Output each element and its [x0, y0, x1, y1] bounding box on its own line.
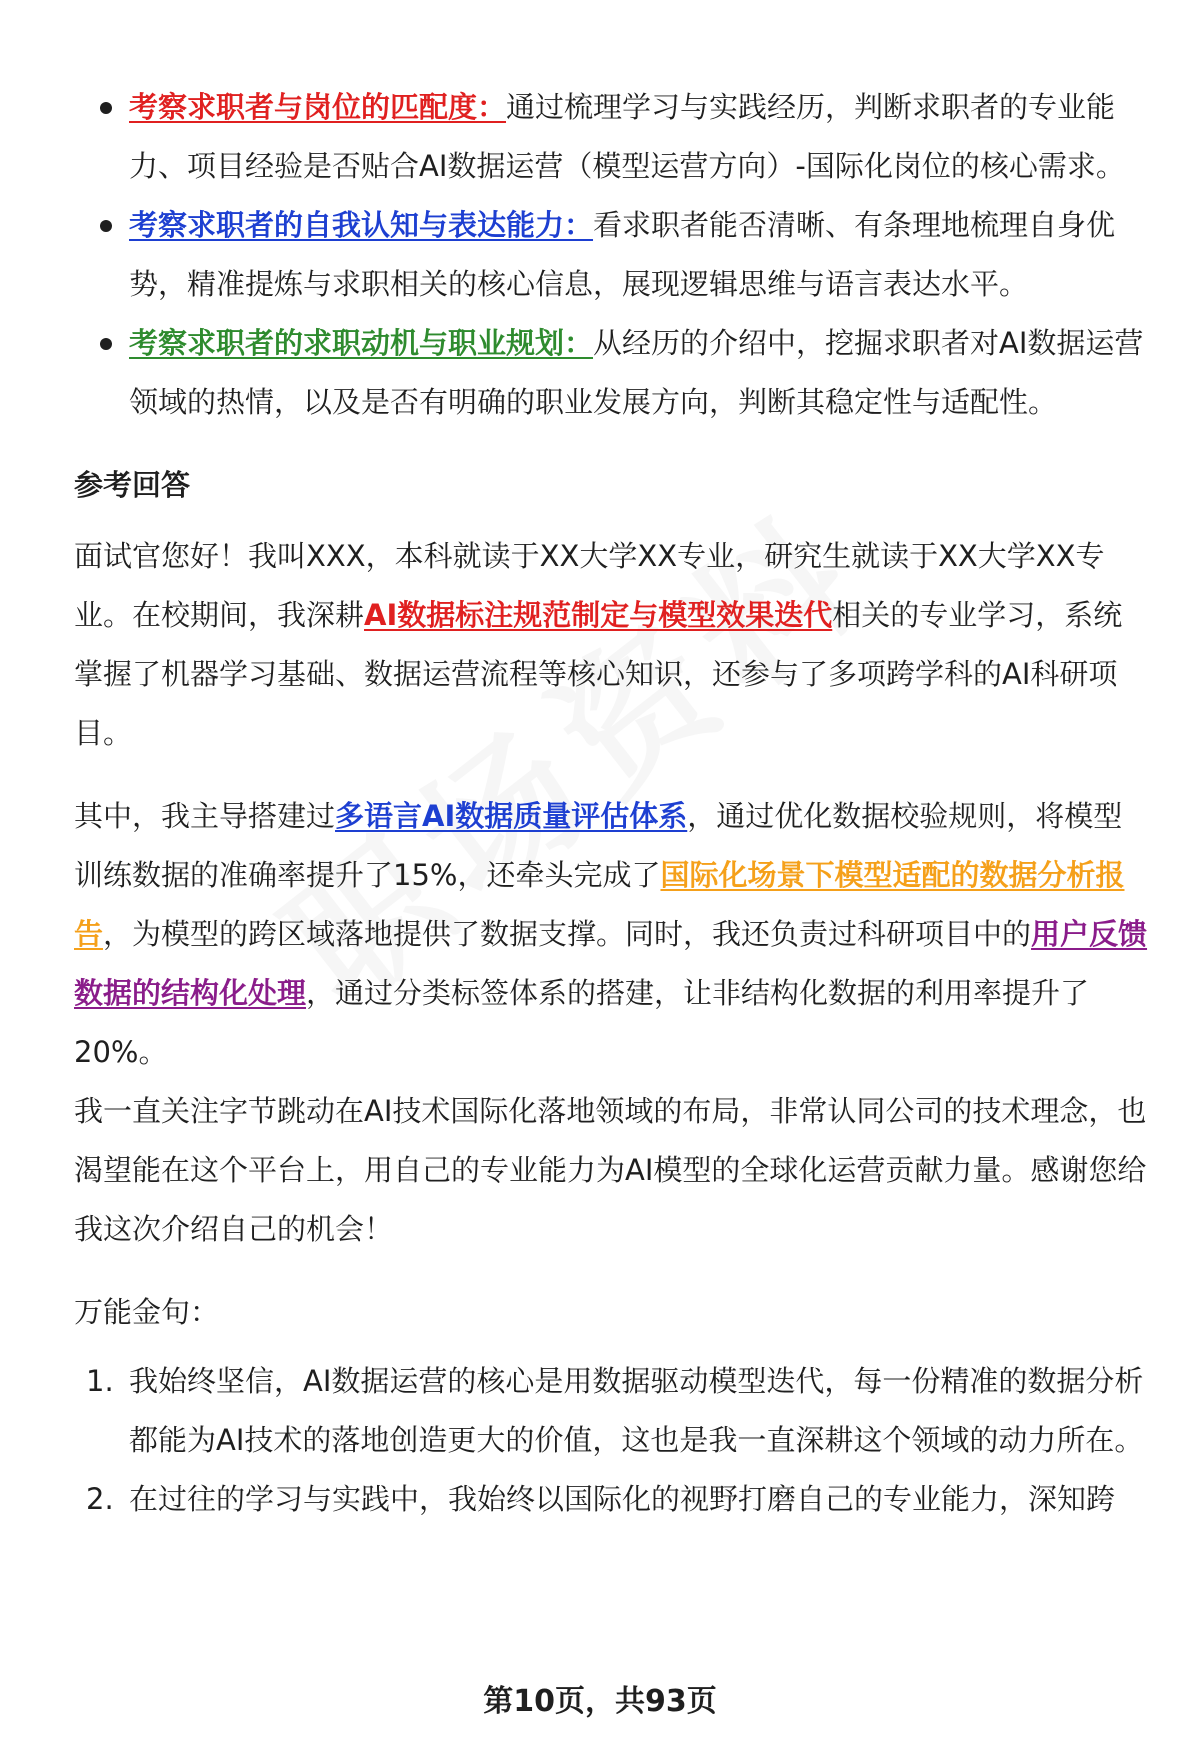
criteria-list: [74, 78, 1149, 432]
criteria-title: 考察求职者与岗位的匹配度：: [129, 90, 507, 124]
text-run: 面试官您好！我叫XXX，本科就读于XX大学XX专业，研究生就读于XX大学XX专业。在校期间，我深耕: [74, 539, 1105, 632]
highlight-phrase: 多语言AI数据质量评估体系: [335, 799, 688, 833]
criteria-text: 看求职者能否清晰、有条理地梳理自身优势，精准提炼与求职相关的核心信息，展现逻辑思维与语言表达水平。: [129, 208, 1116, 301]
answer-paragraph-1: [74, 527, 1149, 763]
text-run: ，通过优化数据校验规则，将模型训练数据的准确率提升了15%，还牵头完成了: [74, 799, 1123, 892]
saying-number: 1.: [86, 1364, 114, 1398]
answer-paragraph-2: [74, 787, 1149, 1082]
text-run: 相关的专业学习，系统掌握了机器学习基础、数据运营流程等核心知识，还参与了多项跨学科的AI科研项目。: [74, 598, 1123, 750]
highlight-phrase: 国际化场景下模型适配的数据分析报告: [74, 858, 1125, 951]
criteria-title: 考察求职者的求职动机与职业规划：: [129, 326, 594, 360]
bullet-icon: [100, 338, 112, 350]
saying-number: 2.: [86, 1482, 114, 1516]
page-number: 第10页，共93页: [483, 1684, 717, 1719]
criteria-text: 从经历的介绍中，挖掘求职者对AI数据运营领域的热情，以及是否有明确的职业发展方向，判断其稳定性与适配性。: [129, 326, 1144, 419]
criteria-item: [74, 78, 1149, 196]
bullet-icon: [100, 102, 112, 114]
answer-heading: 参考回答: [74, 468, 191, 502]
criteria-item: [74, 196, 1149, 314]
text-run: ，为模型的跨区域落地提供了数据支撑。同时，我还负责过科研项目中的: [103, 917, 1032, 951]
sayings-list: [74, 1352, 1149, 1529]
highlight-phrase: 用户反馈数据的结构化处理: [74, 917, 1148, 1010]
saying-item: [74, 1470, 1149, 1529]
saying-text: 我始终坚信，AI数据运营的核心是用数据驱动模型迭代，每一份精准的数据分析都能为AI技术的落地创造更大的价值，这也是我一直深耕这个领域的动力所在。: [129, 1364, 1144, 1457]
text-run: ，通过分类标签体系的搭建，让非结构化数据的利用率提升了20%。: [74, 976, 1090, 1069]
sayings-label: 万能金句：: [74, 1295, 220, 1329]
criteria-text: 通过梳理学习与实践经历，判断求职者的专业能力、项目经验是否贴合AI数据运营（模型运营方向）-国际化岗位的核心需求。: [129, 90, 1125, 183]
text-run: 其中，我主导搭建过: [74, 799, 336, 833]
criteria-item: [74, 314, 1149, 432]
saying-item: [74, 1352, 1149, 1470]
content: [74, 78, 1149, 1529]
highlight-phrase: AI数据标注规范制定与模型效果迭代: [364, 598, 833, 632]
criteria-title: 考察求职者的自我认知与表达能力：: [129, 208, 594, 242]
bullet-icon: [100, 220, 112, 232]
saying-text: 在过往的学习与实践中，我始终以国际化的视野打磨自己的专业能力，深知跨: [129, 1482, 1116, 1516]
answer-paragraph-3: 我一直关注字节跳动在AI技术国际化落地领域的布局，非常认同公司的技术理念，也渴望能在这个平台上，用自己的专业能力为AI模型的全球化运营贡献力量。感谢您给我这次介绍自己的机会！: [74, 1094, 1147, 1246]
